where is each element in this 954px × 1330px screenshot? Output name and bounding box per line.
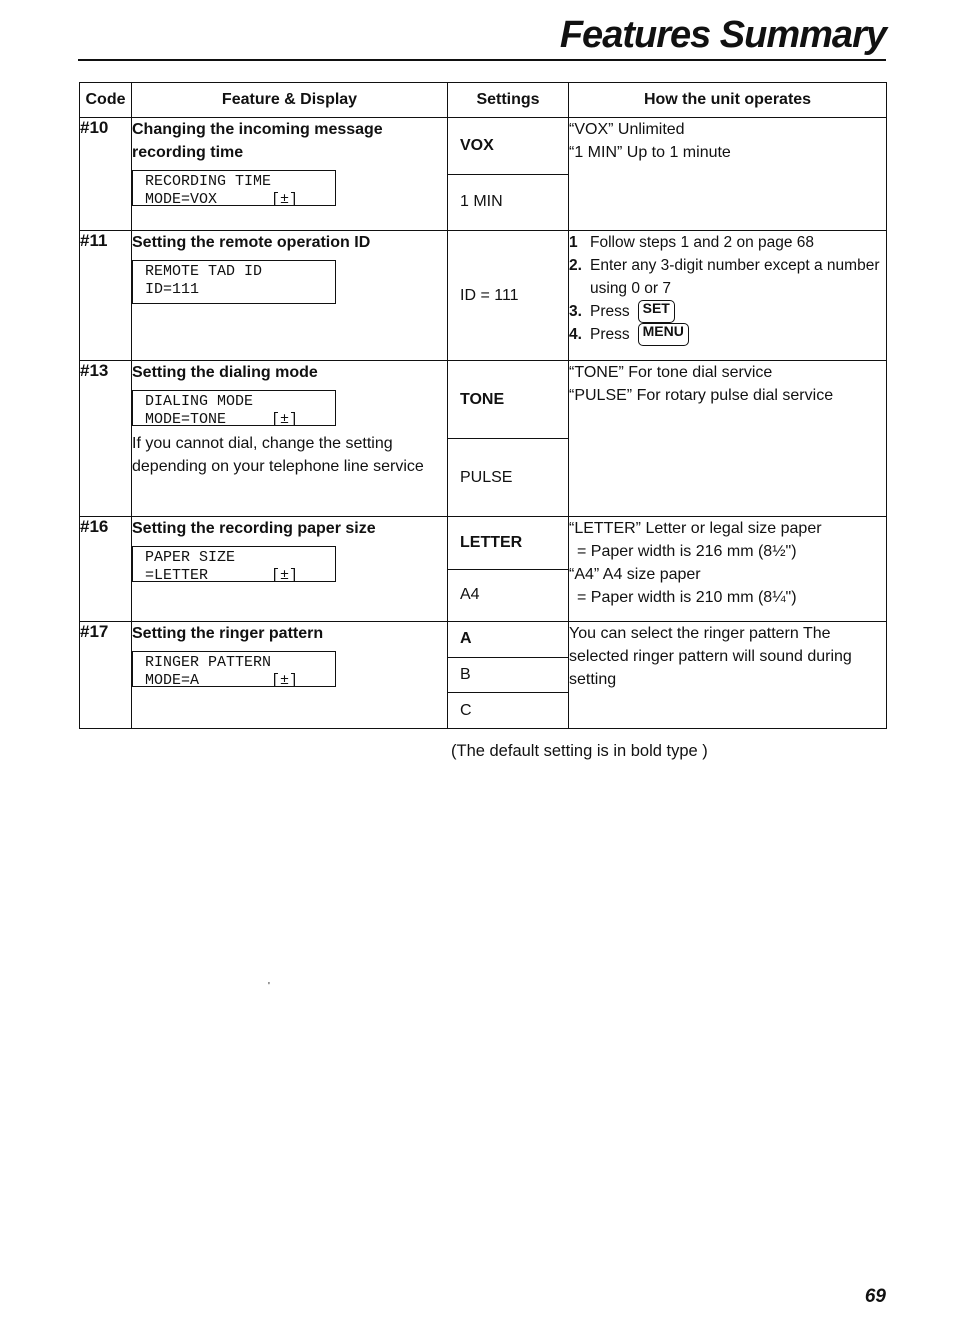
features-table <box>79 82 887 729</box>
step-text: Press <box>590 326 630 343</box>
step-text: Press <box>590 303 630 320</box>
lcd-line-1: RINGER PATTERN <box>145 654 272 671</box>
lcd-display <box>132 546 336 582</box>
lcd-display <box>132 170 336 206</box>
lcd-line-1: DIALING MODE <box>145 393 254 410</box>
setting-option-default: TONE <box>448 361 568 439</box>
settings-cell <box>448 231 569 361</box>
feature-code: #16 <box>80 517 132 622</box>
operation-step <box>569 231 886 254</box>
stray-mark: ' <box>268 981 270 992</box>
feature-cell <box>132 622 448 729</box>
step-text: Enter any 3-digit number except a number using 0 or 7 <box>590 257 880 297</box>
operation-line: “1 MIN” Up to 1 minute <box>569 144 731 161</box>
lcd-line-2: ID=111 <box>145 281 200 298</box>
lcd-line-1: PAPER SIZE <box>145 549 236 566</box>
table-row-13 <box>80 361 887 517</box>
feature-title: Setting the ringer pattern <box>132 625 324 642</box>
operation-column-header: How the unit operates <box>569 83 887 118</box>
setting-option <box>448 231 568 360</box>
feature-cell <box>132 517 448 622</box>
step-text: Follow steps 1 and 2 on page 68 <box>590 234 815 251</box>
setting-option-default: A <box>448 622 568 658</box>
lcd-line-2: MODE=TONE [±] <box>145 411 299 428</box>
operation-line: “PULSE” For rotary pulse dial service <box>569 387 834 404</box>
lcd-display <box>132 260 336 304</box>
feature-title: Setting the dialing mode <box>132 364 318 381</box>
lcd-line-2: MODE=A [±] <box>145 672 299 689</box>
operation-line: = Paper width is 216 mm (8½") <box>577 543 797 560</box>
operation-line: = Paper width is 210 mm (8¼") <box>577 589 797 606</box>
table-row-10 <box>80 118 887 231</box>
lcd-line-1: RECORDING TIME <box>145 173 272 190</box>
setting-option: B <box>448 658 568 694</box>
step-number: 4. <box>569 326 582 343</box>
operation-cell <box>569 517 887 622</box>
page-title: Features Summary <box>559 14 886 56</box>
settings-cell <box>448 361 569 517</box>
feature-code: #11 <box>80 231 132 361</box>
page-number: 69 <box>864 1286 886 1307</box>
setting-option: 1 MIN <box>460 193 503 211</box>
setting-value: ID = 111 <box>460 286 519 304</box>
default-setting-footnote: (The default setting is in bold type ) <box>451 742 708 760</box>
feature-title: Changing the incoming message recording time <box>132 121 383 161</box>
operation-step <box>569 323 886 346</box>
operation-step <box>569 254 886 300</box>
feature-title: Setting the remote operation ID <box>132 234 371 251</box>
setting-option: A4 <box>460 586 480 604</box>
table-row-11 <box>80 231 887 361</box>
operation-line: You can select the ringer pattern The selected ringer pattern will sound during setting <box>569 625 852 688</box>
settings-cell <box>448 622 569 729</box>
operation-line: “A4” A4 size paper <box>569 566 701 583</box>
setting-option-default: VOX <box>448 118 568 175</box>
feature-code: #17 <box>80 622 132 729</box>
lcd-display <box>132 651 336 687</box>
title-divider <box>78 59 886 61</box>
operation-line: “VOX” Unlimited <box>569 121 685 138</box>
menu-key-icon: MENU <box>638 323 689 346</box>
settings-cell <box>448 517 569 622</box>
table-row-17 <box>80 622 887 729</box>
feature-title: Setting the recording paper size <box>132 520 376 537</box>
feature-cell <box>132 231 448 361</box>
feature-cell <box>132 118 448 231</box>
operation-cell <box>569 118 887 231</box>
feature-code: #13 <box>80 361 132 517</box>
step-number: 2. <box>569 257 582 274</box>
step-number: 1 <box>569 234 578 251</box>
setting-option: PULSE <box>460 468 513 486</box>
lcd-line-2: MODE=VOX [±] <box>145 191 299 208</box>
table-row-16 <box>80 517 887 622</box>
operation-line: “TONE” For tone dial service <box>569 364 773 381</box>
lcd-line-2: =LETTER [±] <box>145 567 299 584</box>
settings-column-header: Settings <box>448 83 569 118</box>
operation-line: “LETTER” Letter or legal size paper <box>569 520 822 537</box>
lcd-line-1: REMOTE TAD ID <box>145 263 263 280</box>
step-number: 3. <box>569 303 582 320</box>
feature-cell <box>132 361 448 517</box>
operation-cell <box>569 622 887 729</box>
setting-option-default: LETTER <box>448 517 568 570</box>
feature-note: If you cannot dial, change the setting depending on your telephone line service <box>132 435 424 475</box>
operation-step <box>569 300 886 323</box>
set-key-icon: SET <box>638 300 675 323</box>
lcd-display <box>132 390 336 426</box>
operation-cell <box>569 361 887 517</box>
table-header-row <box>80 83 887 118</box>
feature-code: #10 <box>80 118 132 231</box>
setting-option: C <box>460 701 472 719</box>
code-column-header: Code <box>80 83 132 118</box>
operation-cell <box>569 231 887 361</box>
feature-column-header: Feature & Display <box>132 83 448 118</box>
settings-cell <box>448 118 569 231</box>
